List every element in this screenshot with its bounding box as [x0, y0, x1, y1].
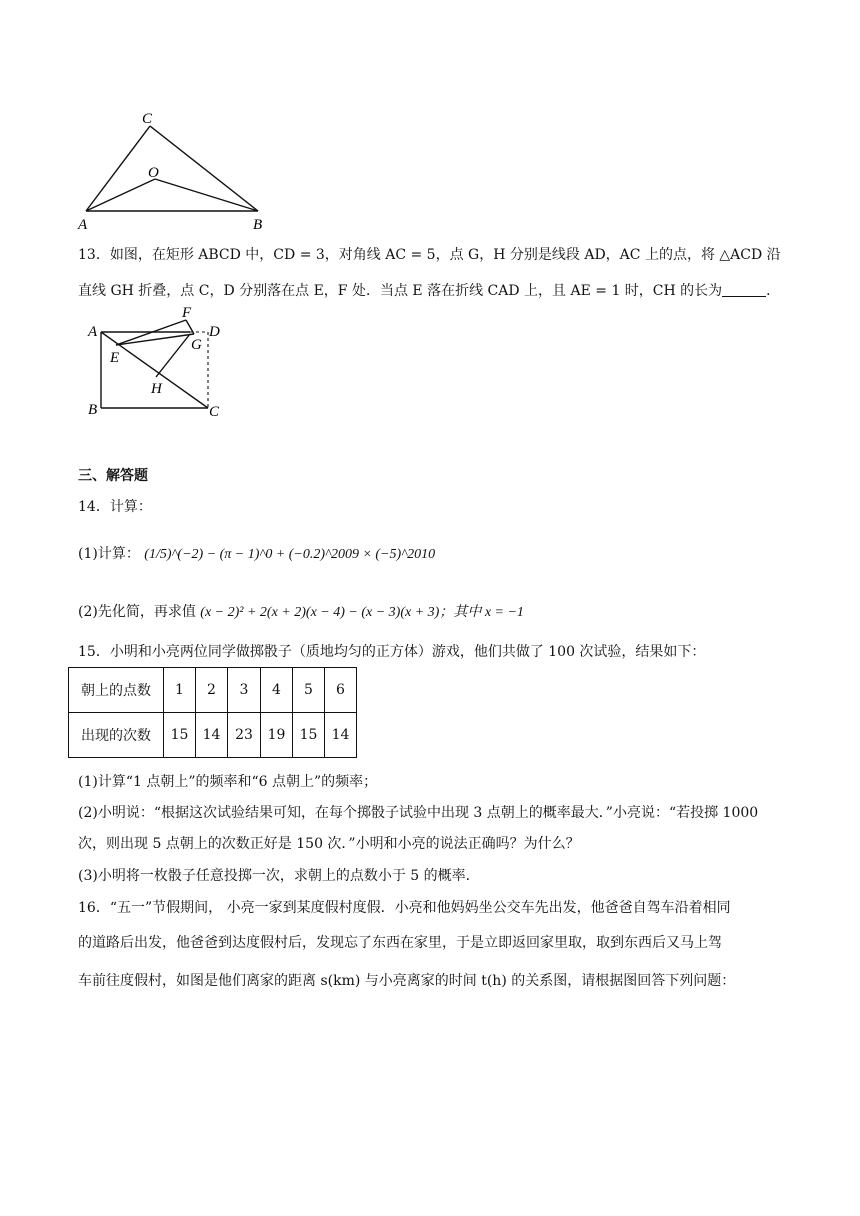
q16-line3: 车前往度假村，如图是他们离家的距离 s(km) 与小亮离家的时间 t(h) 的关系图，请根据图回答下列问题： [78, 973, 736, 989]
label-e: E [110, 350, 120, 366]
table-cell: 15 [293, 713, 325, 758]
q14-part1-prefix: (1)计算： [78, 546, 140, 562]
label-c: C [142, 111, 153, 127]
segment-ob [155, 179, 258, 211]
q13-line2 [78, 280, 780, 302]
q13-line2-text: 直线 GH 折叠，点 C，D 分别落在点 E，F 处．当点 E 落在折线 CAD 上，且 AE = 1 时，CH 的长为 [78, 283, 723, 299]
figure-triangle-abco [70, 105, 280, 235]
q15-part2-line2: 次，则出现 5 点朝上的次数正好是 150 次．”小明和小亮的说法正确吗？为什么？ [78, 836, 580, 852]
q16-line1: 16．“五一”节假期间， 小亮一家到某度假村度假．小亮和他妈妈坐公交车先出发，他爸爸自驾车沿着相同 [78, 900, 731, 916]
section-title: 三、解答题 [78, 468, 148, 484]
table-cell: 3 [228, 668, 261, 713]
q14-part2 [78, 601, 524, 624]
q14-part1 [78, 541, 435, 568]
q15-intro: 15．小明和小亮两位同学做掷骰子（质地均匀的正方体）游戏，他们共做了 100 次试验，结果如下： [78, 644, 706, 660]
label-d: D [209, 324, 220, 340]
table-cell: 6 [325, 668, 357, 713]
q13-line2-end: ． [766, 283, 781, 299]
table-row-points [69, 668, 357, 713]
label-o: O [148, 165, 159, 181]
q14-part2-prefix: (2)先化简，再求值 [78, 604, 196, 620]
q14-title: 14．计算： [78, 499, 152, 515]
label-h: H [151, 381, 162, 397]
table-cell: 2 [196, 668, 228, 713]
label-g: G [191, 337, 202, 353]
label-c: C [209, 404, 220, 420]
segment-ao [86, 179, 155, 211]
label-a: A [88, 324, 98, 340]
q15-part2-line1: (2)小明说：“根据这次试验结果可知，在每个掷骰子试验中出现 3 点朝上的概率最大．”小亮说：“若投掷 1000 [78, 805, 759, 821]
q15-part3: (3)小明将一枚骰子任意投掷一次，求朝上的点数小于 5 的概率． [78, 868, 480, 884]
table-cell: 15 [164, 713, 196, 758]
table-cell: 4 [261, 668, 293, 713]
table-cell: 5 [293, 668, 325, 713]
figure-rectangle-fold [82, 300, 232, 425]
label-b: B [88, 402, 98, 418]
table-header-points: 朝上的点数 [69, 668, 164, 713]
answer-blank [722, 282, 766, 297]
segment-gh [156, 334, 190, 377]
q14-part1-expr: (1/5)^(−2) − (π − 1)^0 + (−0.2)^2009 × (−5)^2010 [144, 547, 436, 562]
table-cell: 14 [196, 713, 228, 758]
label-f: F [182, 305, 192, 321]
table-cell: 23 [228, 713, 261, 758]
q14-part2-expr: (x − 2)² + 2(x + 2)(x − 4) − (x − 3)(x + 3)；其中 x = −1 [200, 605, 524, 620]
table-cell: 1 [164, 668, 196, 713]
table-row-counts [69, 713, 357, 758]
label-b: B [253, 217, 263, 233]
segment-ac [86, 126, 150, 211]
table-cell: 14 [325, 713, 357, 758]
q15-part1: (1)计算“1 点朝上”的频率和“6 点朝上”的频率； [78, 774, 378, 790]
label-a: A [78, 217, 88, 233]
dice-results-table [68, 667, 357, 758]
table-cell: 19 [261, 713, 293, 758]
q16-line2: 的道路后出发，他爸爸到达度假村后，发现忘了东西在家里，于是立即返回家里取，取到东西后又马上驾 [78, 935, 722, 951]
segment-cb [150, 126, 258, 211]
table-header-counts: 出现的次数 [69, 713, 164, 758]
q13-line1: 13．如图，在矩形 ABCD 中，CD = 3，对角线 AC = 5，点 G，H 分别是线段 AD，AC 上的点，将 △ACD 沿 [78, 247, 781, 263]
